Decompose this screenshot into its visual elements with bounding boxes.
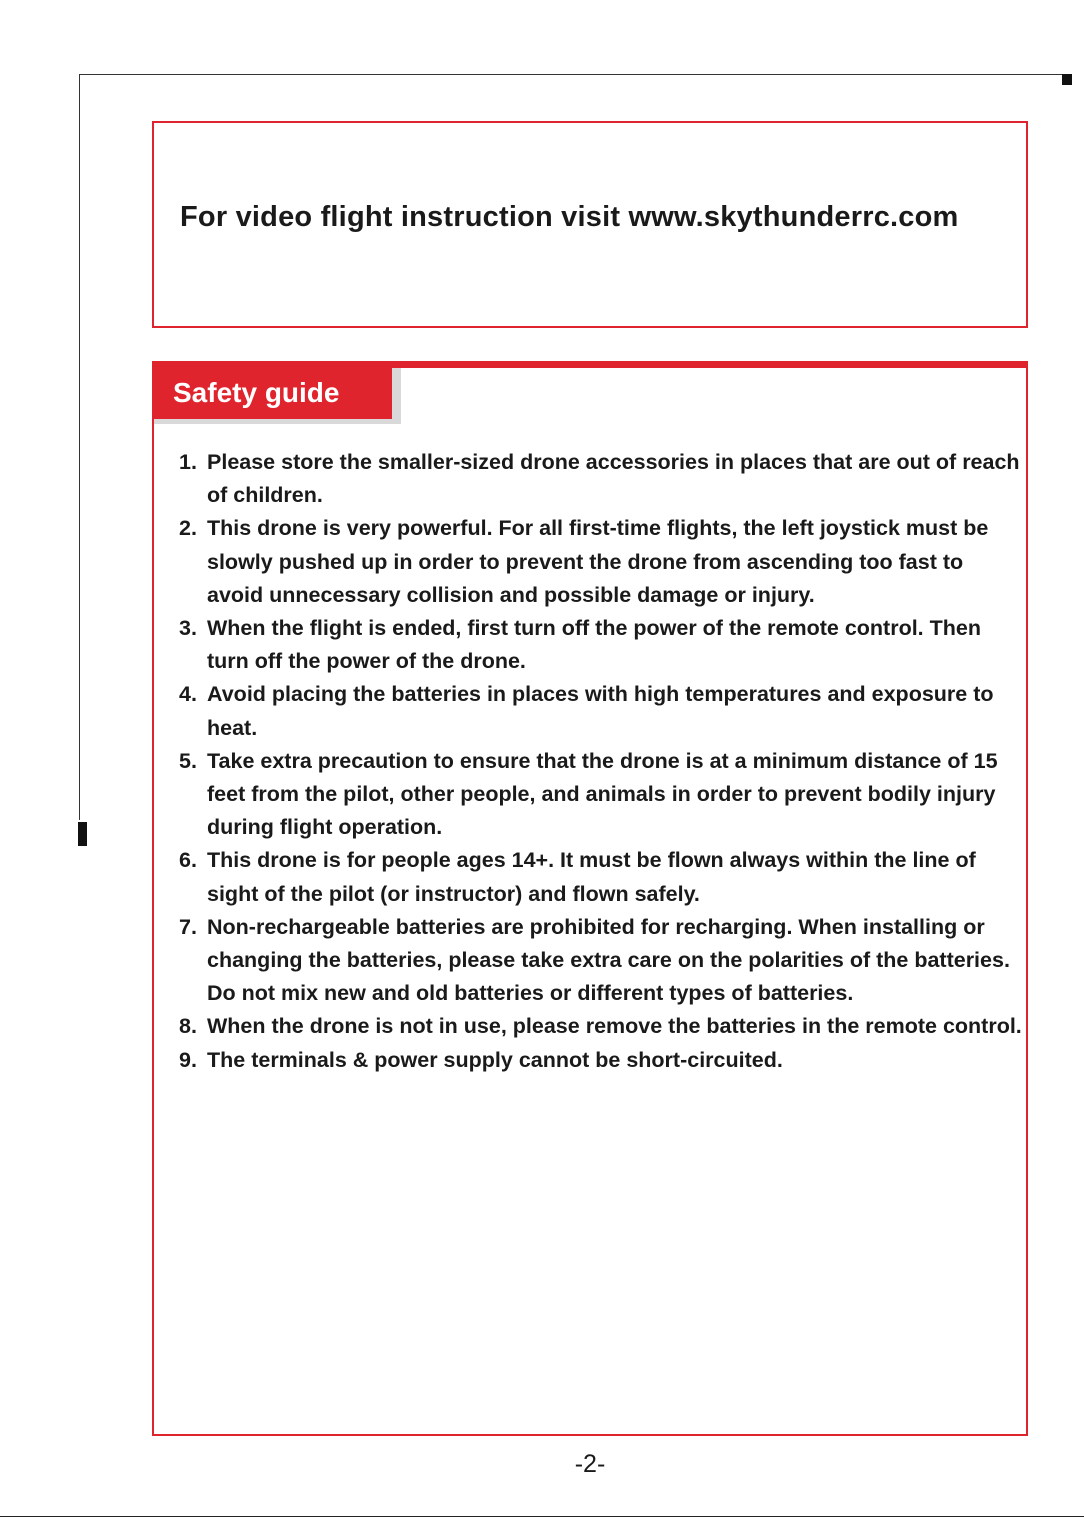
list-item-text: Avoid placing the batteries in places with high temperatures and exposure to heat. xyxy=(207,682,994,740)
list-item xyxy=(179,745,1024,845)
safety-guide-title: Safety guide xyxy=(173,377,340,408)
list-item xyxy=(179,512,1024,612)
safety-guide-box xyxy=(152,361,1028,1436)
list-item-number: 8. xyxy=(179,1014,197,1039)
scan-border-top xyxy=(79,74,1064,75)
list-item-text: This drone is very powerful. For all first-time flights, the left joystick must be slowly pushed up in order to prevent the drone from ascending too fast to avoid unnecessary collision and possible damage or injury. xyxy=(207,516,989,607)
list-item xyxy=(179,446,1024,512)
list-item-text: This drone is for people ages 14+. It must be flown always within the line of sight of the pilot (or instructor) and flown safely. xyxy=(207,848,976,906)
list-item xyxy=(179,1044,1024,1077)
list-item-number: 9. xyxy=(179,1047,197,1072)
scan-mark-left xyxy=(78,822,87,846)
list-item xyxy=(179,1010,1024,1043)
safety-guide-list xyxy=(179,446,1024,1077)
list-item xyxy=(179,612,1024,678)
safety-guide-tab xyxy=(154,368,392,419)
list-item-number: 5. xyxy=(179,748,197,773)
list-item xyxy=(179,678,1024,744)
scan-mark-top-right xyxy=(1062,74,1072,85)
list-item-number: 3. xyxy=(179,616,197,641)
scan-border-bottom xyxy=(0,1516,1084,1517)
list-item-text: When the drone is not in use, please remove the batteries in the remote control. xyxy=(207,1014,1022,1039)
list-item-text: The terminals & power supply cannot be short-circuited. xyxy=(207,1047,783,1072)
scan-border-left xyxy=(79,74,80,820)
list-item xyxy=(179,844,1024,910)
list-item-number: 7. xyxy=(179,914,197,939)
video-instruction-box xyxy=(152,121,1028,328)
list-item-number: 6. xyxy=(179,848,197,873)
page-number: -2- xyxy=(574,1450,606,1478)
list-item-text: Take extra precaution to ensure that the drone is at a minimum distance of 15 feet from the pilot, other people, and animals in order to prevent bodily injury during flight operation. xyxy=(207,748,998,840)
list-item-number: 1. xyxy=(179,450,197,474)
list-item-number: 4. xyxy=(179,682,197,707)
video-instruction-text: For video flight instruction visit www.skythunderrc.com xyxy=(180,201,959,233)
list-item-text: Non-rechargeable batteries are prohibited for recharging. When installing or changing the batteries, please take extra care on the polarities of the batteries. Do not mix new and old batteries or different types of batteries. xyxy=(207,914,1010,1006)
list-item-number: 2. xyxy=(179,516,197,541)
list-item xyxy=(179,911,1024,1011)
list-item-text: When the flight is ended, first turn off the power of the remote control. Then turn off the power of the drone. xyxy=(207,616,981,674)
list-item-text: Please store the smaller-sized drone accessories in places that are out of reach of children. xyxy=(207,450,1020,508)
